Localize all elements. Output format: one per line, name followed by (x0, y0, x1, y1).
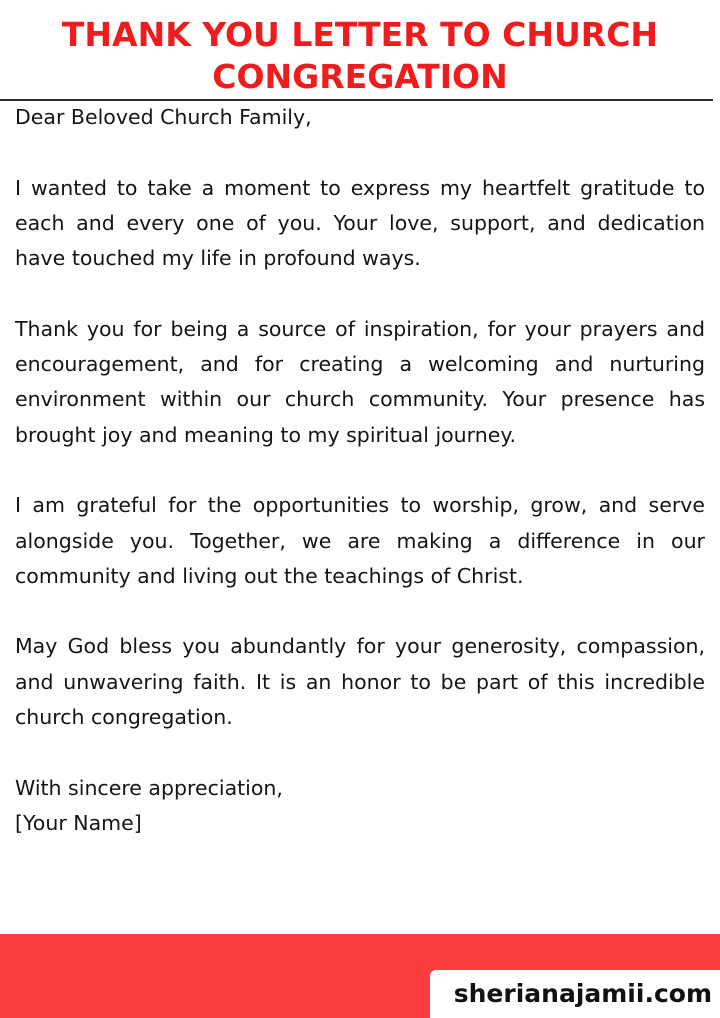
closing-line: With sincere appreciation, (15, 775, 283, 800)
paragraph-1: I wanted to take a moment to express my heartfelt gratitude to each and every one of you. Your love, support, and dedication have touched my life in profound ways. (15, 175, 705, 271)
letter-title-line-2: CONGREGATION (212, 57, 508, 96)
salutation: Dear Beloved Church Family, (15, 105, 312, 129)
letter-title-line-1: THANK YOU LETTER TO CHURCH (61, 15, 659, 54)
signature-placeholder: [Your Name] (15, 810, 142, 835)
footer-site-name: sherianajamii.com (453, 979, 712, 1008)
letter-body (15, 100, 705, 841)
paragraph-2: Thank you for being a source of inspiration, for your prayers and encouragement, and for creating a welcoming and nurturing environment within our church community. Your presence has brought joy and meaning to my spiritual journey. (15, 316, 705, 447)
paragraph-3: I am grateful for the opportunities to worship, grow, and serve alongside you. Together, we are making a difference in our community and living out the teachings of Christ. (15, 493, 705, 588)
paragraph-4: May God bless you abundantly for your generosity, compassion, and unwavering faith. It is an honor to be part of this incredible church congregation. (15, 634, 705, 730)
letter-title (0, 14, 720, 98)
